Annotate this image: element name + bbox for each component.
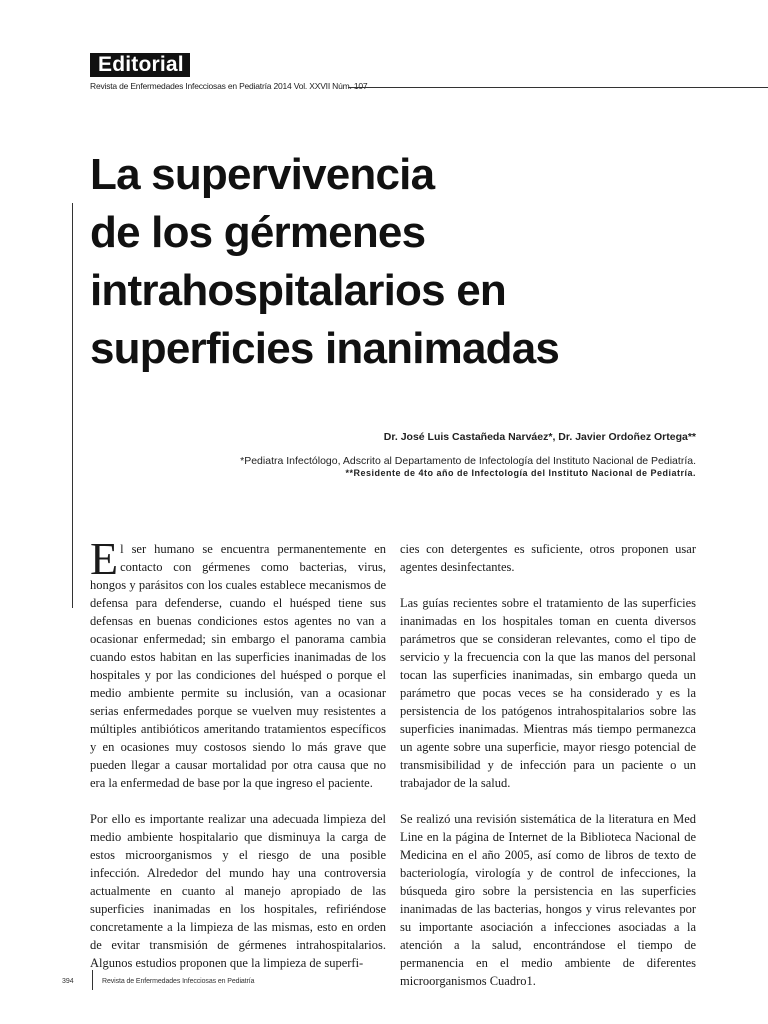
page-number: 394: [62, 978, 74, 985]
footer-journal-name: Revista de Enfermedades Infecciosas en Pediatría: [102, 978, 255, 985]
author-list: Dr. José Luis Castañeda Narváez*, Dr. Javier Ordoñez Ortega**: [383, 431, 696, 443]
affiliation-2: **Residente de 4to año de Infectología del Instituto Nacional de Pediatría.: [345, 468, 696, 478]
paragraph: cies con detergentes es suficiente, otros proponen usar agentes desinfectantes.: [400, 542, 696, 574]
header-divider: [348, 87, 768, 88]
margin-rule: [72, 203, 73, 608]
title-line: superficies inanimadas: [90, 324, 560, 373]
paragraph: [90, 533, 386, 792]
title-line: La supervivencia: [90, 150, 435, 199]
footer-divider: [92, 970, 93, 990]
title-line: intrahospitalarios en: [90, 266, 506, 315]
journal-citation: Revista de Enfermedades Infecciosas en Pediatría 2014 Vol. XXVII Núm. 107: [90, 81, 368, 91]
affiliation-1: *Pediatra Infectólogo, Adscrito al Departamento de Infectología del Instituto Nacional de Pediatría.: [240, 455, 696, 467]
article-title: [90, 146, 650, 378]
paragraph: Se realizó una revisión sistemática de la literatura en Med Line en la página de Internet de la Biblioteca Nacional de Medicina en el año 2005, así como de libros de texto de bacteriología, virología y de control de infecciones, la búsqueda giro sobre la persistencia en las superficies inanimadas de las bacterias, hongos y virus relevantes por su importante asociación a infecciones asociadas a la atención a la salud, encontrándose el tiempo de permanencia en el medio ambiente de diferentes microorganismos Cuadro1.: [400, 812, 696, 988]
paragraph-text: l ser humano se encuentra permanentemente en contacto con gérmenes como bacterias, virus, hongos y parásitos con los cuales establece mecanismos de defensa para defenderse, cuando el huésped tiene sus defensas en buenas condiciones estos agentes no van a ocasionar enfermedad; sin embargo el panorama cambia cuando estos habitan en las superficies inanimadas de los hospitales y por las condiciones del huésped o porque el medio ambiente permite su inclusión, van a ocasionar serias enfermedades porque se vuelven muy resistentes a múltiples antibióticos ameritando tratamientos específicos y en ocasiones muy costosos siendo lo más grave que pueden llegar a causar mortalidad por otra causa que no era la enfermedad de base por la que ingreso el paciente.: [90, 542, 386, 790]
drop-cap: E: [90, 533, 119, 584]
body-column-left: [90, 533, 386, 990]
body-column-right: [400, 540, 696, 1008]
paragraph: Por ello es importante realizar una adecuada limpieza del medio ambiente hospitalario que disminuya la carga de estos microorganismos y el riesgo de una posible infección. Alrededor del mundo hay una controversia actualmente en cuanto al manejo apropiado de las superficies inanimadas en los hospitales, refiriéndose concretamente a la limpieza de las mismas, esto en orden de evitar transmisión de gérmenes intrahospitalarios. Algunos estudios proponen que la limpieza de superfi-: [90, 812, 386, 970]
title-line: de los gérmenes: [90, 208, 426, 257]
section-label: Editorial: [90, 53, 190, 77]
paragraph: Las guías recientes sobre el tratamiento de las superficies inanimadas en los hospitales toman en cuenta diversos parámetros que se consideran relevantes, como el tipo de servicio y la frecuencia con la que las manos del personal tocan las superficies inanimadas, sin embargo queda un parámetro que pocas veces se ha considerado y es la persistencia de los patógenos intrahospitalarios sobre las superficies inanimadas. Mientras más tiempo permanezca un agente sobre una superficie, mayor riesgo potencial de transmisibilidad y de infección para un paciente o un trabajador de la salud.: [400, 596, 696, 790]
